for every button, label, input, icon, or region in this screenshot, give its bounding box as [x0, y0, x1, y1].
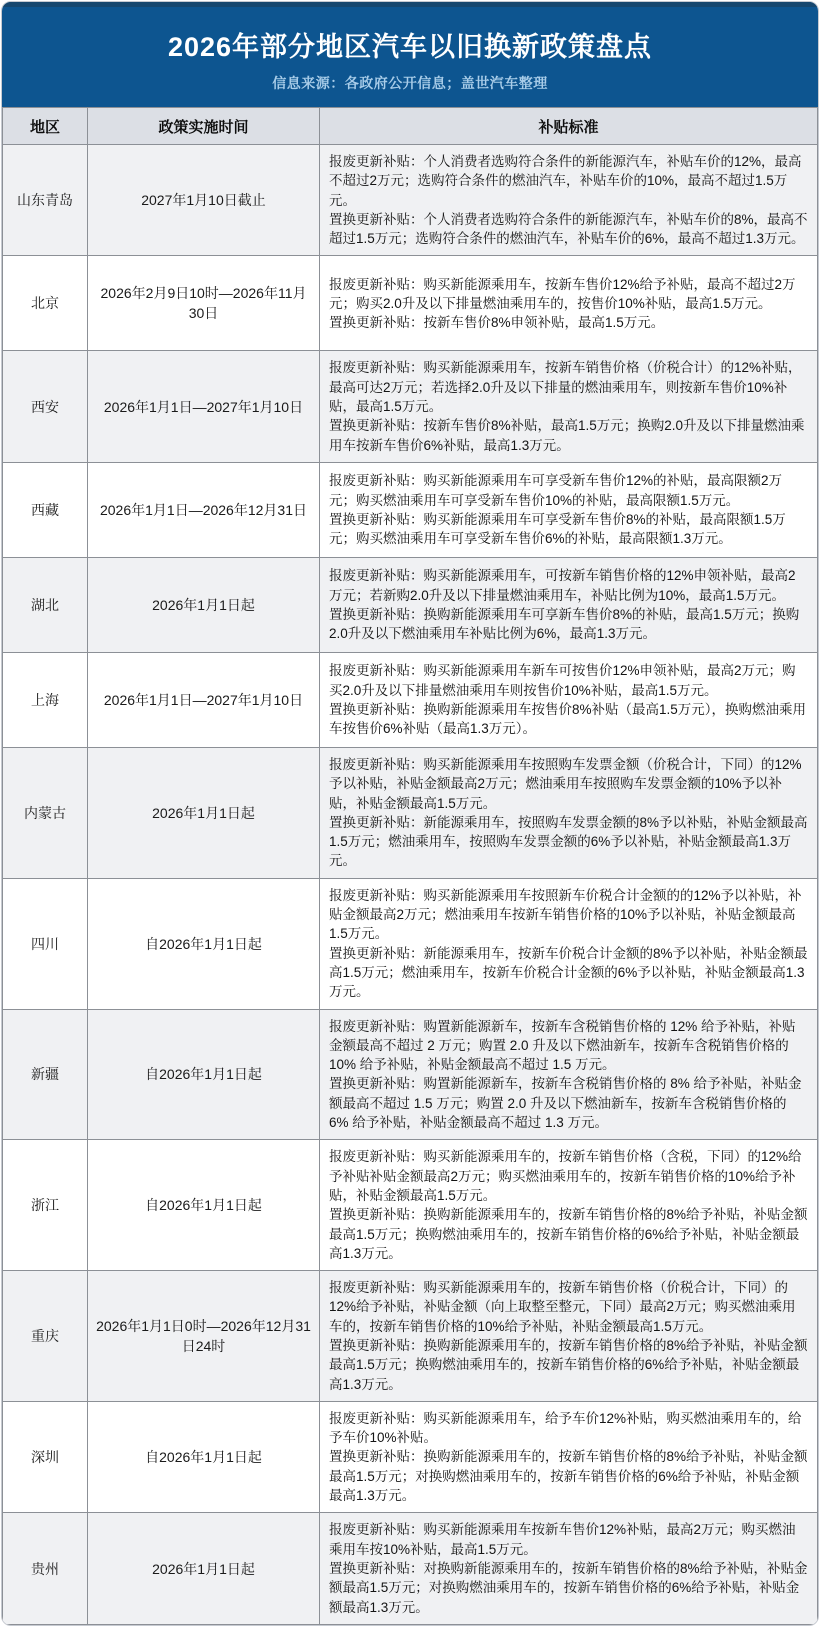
policy-swap-line: 置换更新补贴：换购新能源乘用车的，按新车销售价格的8%给予补贴，补贴金额最高1.5万元；换购燃油乘用车的，按新车销售价格的6%给予补贴，补贴金额最高1.3万元。	[329, 1207, 808, 1261]
region-cell: 深圳	[3, 1401, 88, 1512]
table-header	[3, 108, 818, 145]
region-cell: 新疆	[3, 1009, 88, 1140]
policy-scrap-line: 报废更新补贴：购置新能源新车，按新车含税销售价格的 12% 给予补贴，补贴金额最高不超过 2 万元；购置 2.0 升及以下燃油新车，按新车含税销售价格的 10% 给予补贴，补贴金额最高不超过 1.5 万元。	[329, 1018, 796, 1073]
region-cell: 山东青岛	[3, 145, 88, 256]
policy-scrap-line: 报废更新补贴：购买新能源乘用车，可按新车销售价格的12%申领补贴，最高2万元；若新购2.0升及以下排量燃油乘用车，补贴比例为10%，最高1.5万元。	[329, 568, 796, 603]
policy-cell	[320, 1009, 818, 1140]
policy-scrap-line: 报废更新补贴：购买新能源乘用车可享受新车售价12%的补贴，最高限额2万元；购买燃油乘用车可享受新车售价10%的补贴，最高限额1.5万元。	[329, 473, 783, 508]
policy-swap-line: 置换更新补贴：换购新能源乘用车的，按新车销售价格的8%给予补贴，补贴金额最高1.5万元；对换购燃油乘用车的，按新车销售价格的6%给予补贴，补贴金额最高1.3万元。	[329, 1449, 808, 1504]
policy-cell	[320, 747, 818, 878]
table-row	[3, 145, 818, 256]
region-cell: 贵州	[3, 1513, 88, 1624]
policy-scrap-line: 报废更新补贴：购买新能源乘用车的，按新车销售价格（价税合计，下同）的12%给予补贴，补贴金额（向上取整至整元，下同）最高2万元；购买燃油乘用车的，按新车销售价格的10%给予补贴，补贴金额最高1.5万元。	[329, 1280, 796, 1334]
column-header-region: 地区	[3, 108, 88, 145]
region-cell: 西安	[3, 351, 88, 462]
policy-cell	[320, 1271, 818, 1402]
policy-swap-line: 置换更新补贴：换购新能源乘用车可享新车售价8%的补贴，最高1.5万元；换购2.0升及以下燃油乘用车补贴比例为6%，最高1.3万元。	[329, 606, 800, 642]
table-row	[3, 462, 818, 557]
policy-scrap-line: 报废更新补贴：购买新能源乘用车，按新车售价12%给予补贴，最高不超过2万元；购买2.0升及以下排量燃油乘用车的，按售价10%补贴，最高1.5万元。	[329, 276, 796, 311]
table-row	[3, 1140, 818, 1271]
table-row	[3, 1271, 818, 1402]
period-cell: 2026年1月1日起	[88, 1513, 320, 1624]
policy-swap-line: 置换更新补贴：新能源乘用车，按新车价税合计金额的8%予以补贴，补贴金额最高1.5万元；燃油乘用车，按新车价税合计金额的6%予以补贴，补贴金额最高1.3万元。	[329, 945, 808, 1000]
table-row	[3, 557, 818, 652]
policy-scrap-line: 报废更新补贴：购买新能源乘用车，按新车销售价格（价税合计）的12%补贴，最高可达2万元；若选择2.0升及以下排量的燃油乘用车，则按新车售价10%补贴，最高1.5万元。	[329, 360, 802, 415]
policy-cell	[320, 652, 818, 747]
policy-swap-line: 置换更新补贴：购置新能源新车，按新车含税销售价格的 8% 给予补贴，补贴金额最高不超过 1.5 万元；购置 2.0 升及以下燃油新车，按新车含税销售价格的 6% 给予补贴，补贴金额最高不超过 1.3 万元。	[329, 1076, 802, 1131]
header-row	[3, 108, 818, 145]
column-header-policy: 补贴标准	[320, 108, 818, 145]
period-cell: 2026年1月1日起	[88, 747, 320, 878]
policy-scrap-line: 报废更新补贴：个人消费者选购符合条件的新能源汽车，补贴车价的12%，最高不超过2万元；选购符合条件的燃油汽车，补贴车价的10%，最高不超过1.5万元。	[329, 154, 802, 208]
policy-swap-line: 置换更新补贴：新能源乘用车，按照购车发票金额的8%予以补贴，补贴金额最高1.5万元；燃油乘用车，按照购车发票金额的6%予以补贴，补贴金额最高1.3万元。	[329, 814, 808, 869]
table-row	[3, 1009, 818, 1140]
policy-scrap-line: 报废更新补贴：购买新能源乘用车的，按新车销售价格（含税，下同）的12%给予补贴补贴金额最高2万元；购买燃油乘用车的，按新车销售价格的10%给予补贴，补贴金额最高1.5万元。	[329, 1149, 802, 1203]
period-cell: 自2026年1月1日起	[88, 1401, 320, 1512]
policy-cell	[320, 1401, 818, 1512]
period-cell: 自2026年1月1日起	[88, 1140, 320, 1271]
period-cell: 2026年1月1日—2027年1月10日	[88, 652, 320, 747]
region-cell: 西藏	[3, 462, 88, 557]
region-cell: 四川	[3, 878, 88, 1009]
table-row	[3, 256, 818, 351]
period-cell: 2026年1月1日—2027年1月10日	[88, 351, 320, 462]
policy-cell	[320, 351, 818, 462]
period-cell: 2026年1月1日0时—2026年12月31日24时	[88, 1271, 320, 1402]
policy-scrap-line: 报废更新补贴：购买新能源乘用车按照新车价税合计金额的的12%予以补贴，补贴金额最高2万元；燃油乘用车按新车销售价格的10%予以补贴，补贴金额最高1.5万元。	[329, 887, 802, 942]
region-cell: 内蒙古	[3, 747, 88, 878]
table-row	[3, 1513, 818, 1624]
region-cell: 上海	[3, 652, 88, 747]
region-cell: 浙江	[3, 1140, 88, 1271]
period-cell: 2026年1月1日起	[88, 557, 320, 652]
policy-swap-line: 置换更新补贴：换购新能源乘用车按售价8%补贴（最高1.5万元），换购燃油乘用车按售价6%补贴（最高1.3万元）。	[329, 701, 807, 737]
table-row	[3, 747, 818, 878]
policy-cell	[320, 557, 818, 652]
source-note: 信息来源：各政府公开信息；盖世汽车整理	[272, 75, 548, 91]
region-cell: 重庆	[3, 1271, 88, 1402]
table-row	[3, 652, 818, 747]
region-cell: 湖北	[3, 557, 88, 652]
masthead	[2, 2, 818, 107]
policy-scrap-line: 报废更新补贴：购买新能源乘用车新车可按售价12%申领补贴，最高2万元；购买2.0升及以下排量燃油乘用车则按售价10%补贴，最高1.5万元。	[329, 663, 796, 698]
page-title: 2026年部分地区汽车以旧换新政策盘点	[167, 32, 653, 62]
table-row	[3, 878, 818, 1009]
column-header-period: 政策实施时间	[88, 108, 320, 145]
policy-cell	[320, 1513, 818, 1624]
table-row	[3, 1401, 818, 1512]
table-row	[3, 351, 818, 462]
policy-table	[2, 107, 818, 1625]
policy-cell	[320, 1140, 818, 1271]
period-cell: 自2026年1月1日起	[88, 1009, 320, 1140]
policy-scrap-line: 报废更新补贴：购买新能源乘用车，给予车价12%补贴，购买燃油乘用车的，给予车价10%补贴。	[329, 1410, 802, 1446]
policy-cell	[320, 462, 818, 557]
policy-swap-line: 置换更新补贴：购买新能源乘用车可享受新车售价8%的补贴，最高限额1.5万元；购买燃油乘用车可享受新车售价6%的补贴，最高限额1.3万元。	[329, 511, 786, 547]
period-cell: 自2026年1月1日起	[88, 878, 320, 1009]
policy-swap-line: 置换更新补贴：对换购新能源乘用车的，按新车销售价格的8%给予补贴，补贴金额最高1.5万元；对换购燃油乘用车的，按新车销售价格的6%给予补贴，补贴金额最高1.3万元。	[329, 1560, 808, 1615]
policy-cell	[320, 145, 818, 256]
policy-scrap-line: 报废更新补贴：购买新能源乘用车按新车售价12%补贴，最高2万元；购买燃油乘用车按10%补贴，最高1.5万元。	[329, 1522, 796, 1557]
policy-cell	[320, 256, 818, 351]
period-cell: 2026年1月1日—2026年12月31日	[88, 462, 320, 557]
period-cell: 2027年1月10日截止	[88, 145, 320, 256]
policy-swap-line: 置换更新补贴：按新车售价8%补贴，最高1.5万元；换购2.0升及以下排量燃油乘用车按新车售价6%补贴，最高1.3万元。	[329, 418, 805, 453]
table-body	[3, 145, 818, 1625]
region-cell: 北京	[3, 256, 88, 351]
policy-swap-line: 置换更新补贴：换购新能源乘用车的，按新车销售价格的8%给予补贴，补贴金额最高1.5万元；换购燃油乘用车的，按新车销售价格的6%给予补贴，补贴金额最高1.3万元。	[329, 1337, 808, 1392]
policy-swap-line: 置换更新补贴：个人消费者选购符合条件的新能源汽车，补贴车价的8%，最高不超过1.5万元；选购符合条件的燃油汽车，补贴车价的6%，最高不超过1.3万元。	[329, 211, 808, 247]
infographic-frame	[1, 1, 819, 1626]
policy-cell	[320, 878, 818, 1009]
policy-swap-line: 置换更新补贴：按新车售价8%申领补贴，最高1.5万元。	[329, 315, 665, 331]
period-cell: 2026年2月9日10时—2026年11月30日	[88, 256, 320, 351]
policy-scrap-line: 报废更新补贴：购买新能源乘用车按照购车发票金额（价税合计，下同）的12%予以补贴，补贴金额最高2万元；燃油乘用车按照购车发票金额的10%予以补贴，补贴金额最高1.5万元。	[329, 756, 802, 811]
